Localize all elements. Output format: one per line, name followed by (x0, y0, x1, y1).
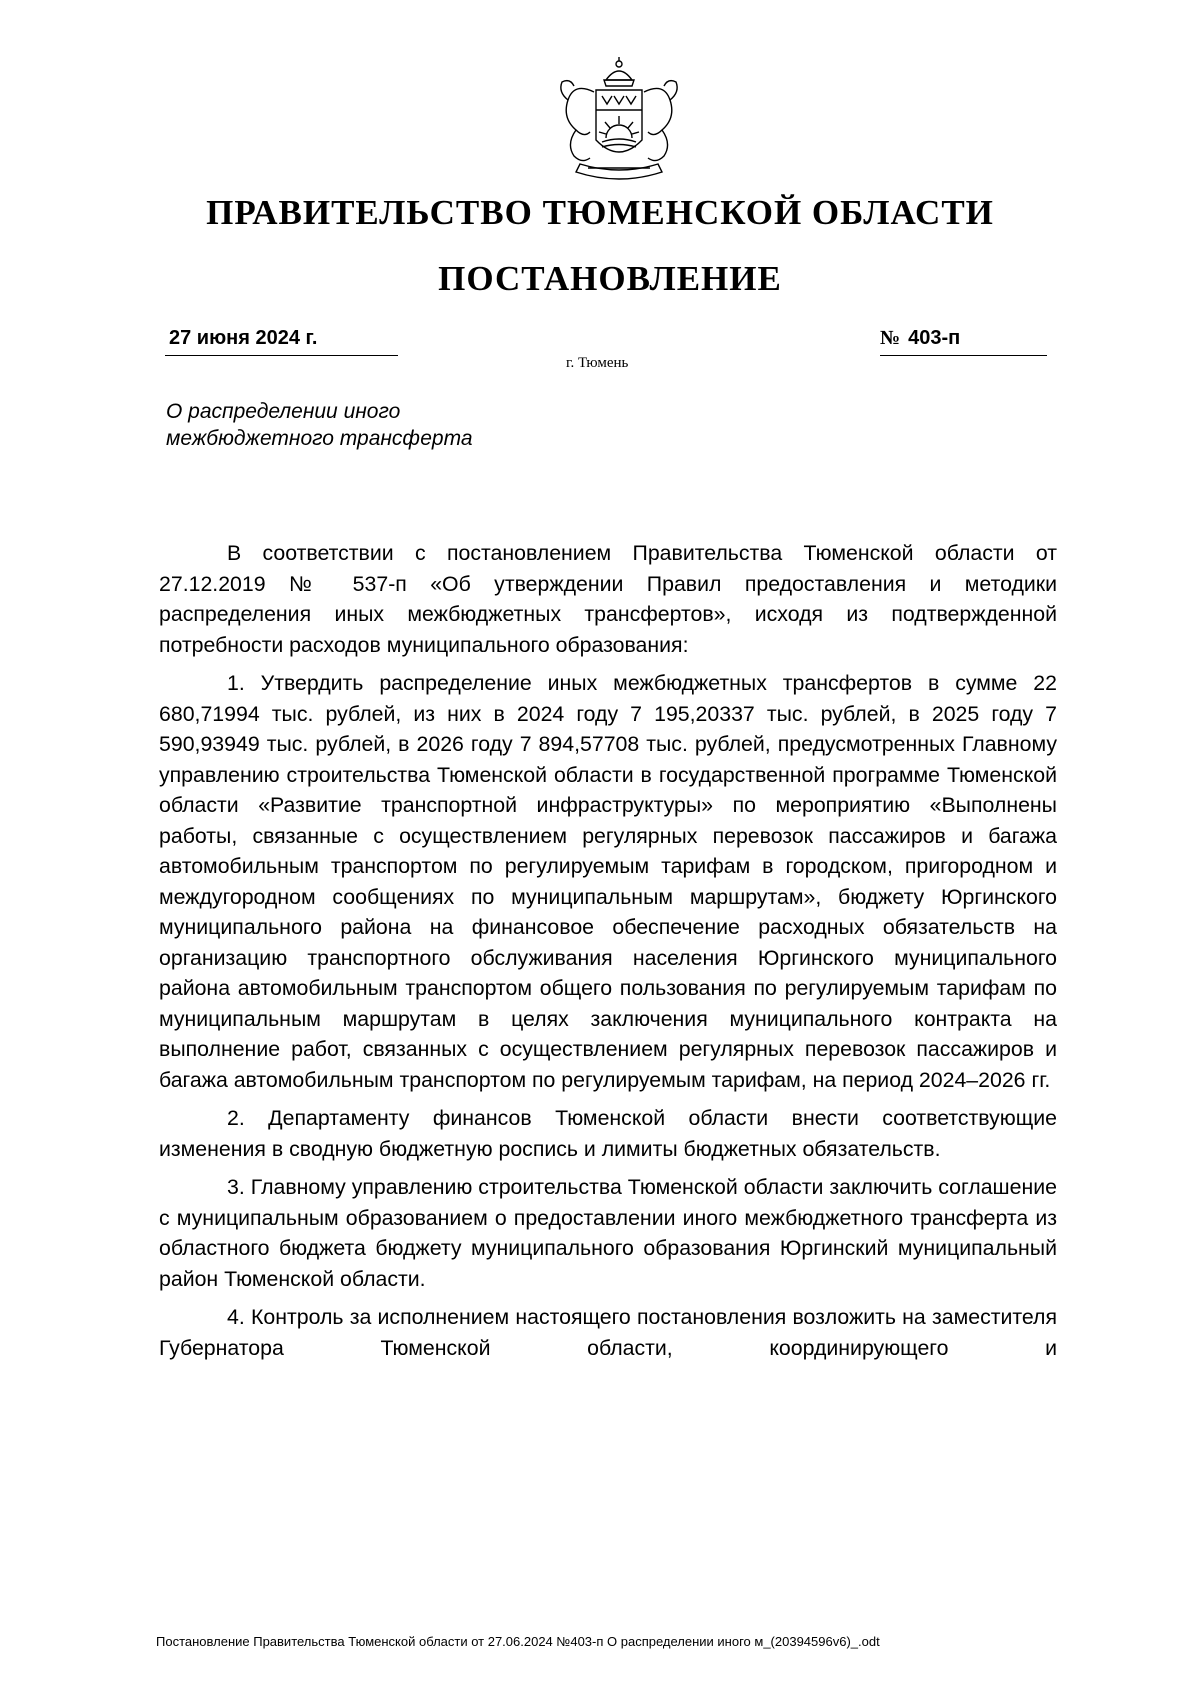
document-type: ПОСТАНОВЛЕНИЕ (438, 259, 782, 298)
coat-of-arms-icon (544, 52, 694, 187)
organization-title: ПРАВИТЕЛЬСТВО ТЮМЕНСКОЙ ОБЛАСТИ (206, 193, 994, 232)
item-4-paragraph: 4. Контроль за исполнением настоящего постановления возложить на заместителя Губернатора Тюменской области, координирующего и (159, 1305, 1057, 1360)
preamble-paragraph: В соответствии с постановлением Правительства Тюменской области от 27.12.2019 № 537-п «Об утверждении Правил предоставления и методики распределения иных межбюджетных трансфертов», исходя из подтвержденной потребности расходов муниципального образования: (159, 541, 1057, 657)
document-subject (166, 398, 473, 452)
number-sign: № (880, 327, 901, 349)
footer-file-info: Постановление Правительства Тюменской области от 27.06.2024 №403-п О распределении иного м_(20394596v6)_.odt (156, 1634, 880, 1649)
document-date: 27 июня 2024 г. (165, 327, 398, 356)
item-2-paragraph: 2. Департаменту финансов Тюменской области внести соответствующие изменения в сводную бюджетную роспись и лимиты бюджетных обязательств. (159, 1106, 1057, 1161)
item-1-paragraph: 1. Утвердить распределение иных межбюджетных трансфертов в сумме 22 680,71994 тыс. рублей, из них в 2024 году 7 195,20337 тыс. рублей, в 2025 году 7 590,93949 тыс. рублей, в 2026 году 7 894,57708 тыс. рублей, предусмотренных Главному управлению строительства Тюменской области в государственной программе Тюменской области «Развитие транспортной инфраструктуры» по мероприятию «Выполнены работы, связанные с осуществлением регулярных перевозок пассажиров и багажа автомобильным транспортом по регулируемым тарифам в городском, пригородном и междугородном сообщениях по муниципальным маршрутам», бюджету Юргинского муниципального района на финансовое обеспечение расходных обязательств на организацию транспортного обслуживания населения Юргинского муниципального района автомобильным транспортом общего пользования по регулируемым тарифам по муниципальным маршрутам в целях заключения муниципального контракта на выполнение работ, связанных с осуществлением регулярных перевозок пассажиров и багажа автомобильным транспортом по регулируемым тарифам, на период 2024–2026 гг. (159, 671, 1057, 1092)
subject-line-2: межбюджетного трансферта (166, 427, 473, 450)
item-3-paragraph: 3. Главному управлению строительства Тюменской области заключить соглашение с муниципальным образованием о предоставлении иного межбюджетного трансферта из областного бюджета бюджету муниципального образования Юргинский муниципальный район Тюменской области. (159, 1175, 1057, 1291)
subject-line-1: О распределении иного (166, 400, 401, 423)
document-number: 403-п (908, 327, 961, 349)
document-body (159, 538, 1057, 1371)
document-number-field (880, 327, 1047, 356)
document-city: г. Тюмень (566, 355, 629, 371)
